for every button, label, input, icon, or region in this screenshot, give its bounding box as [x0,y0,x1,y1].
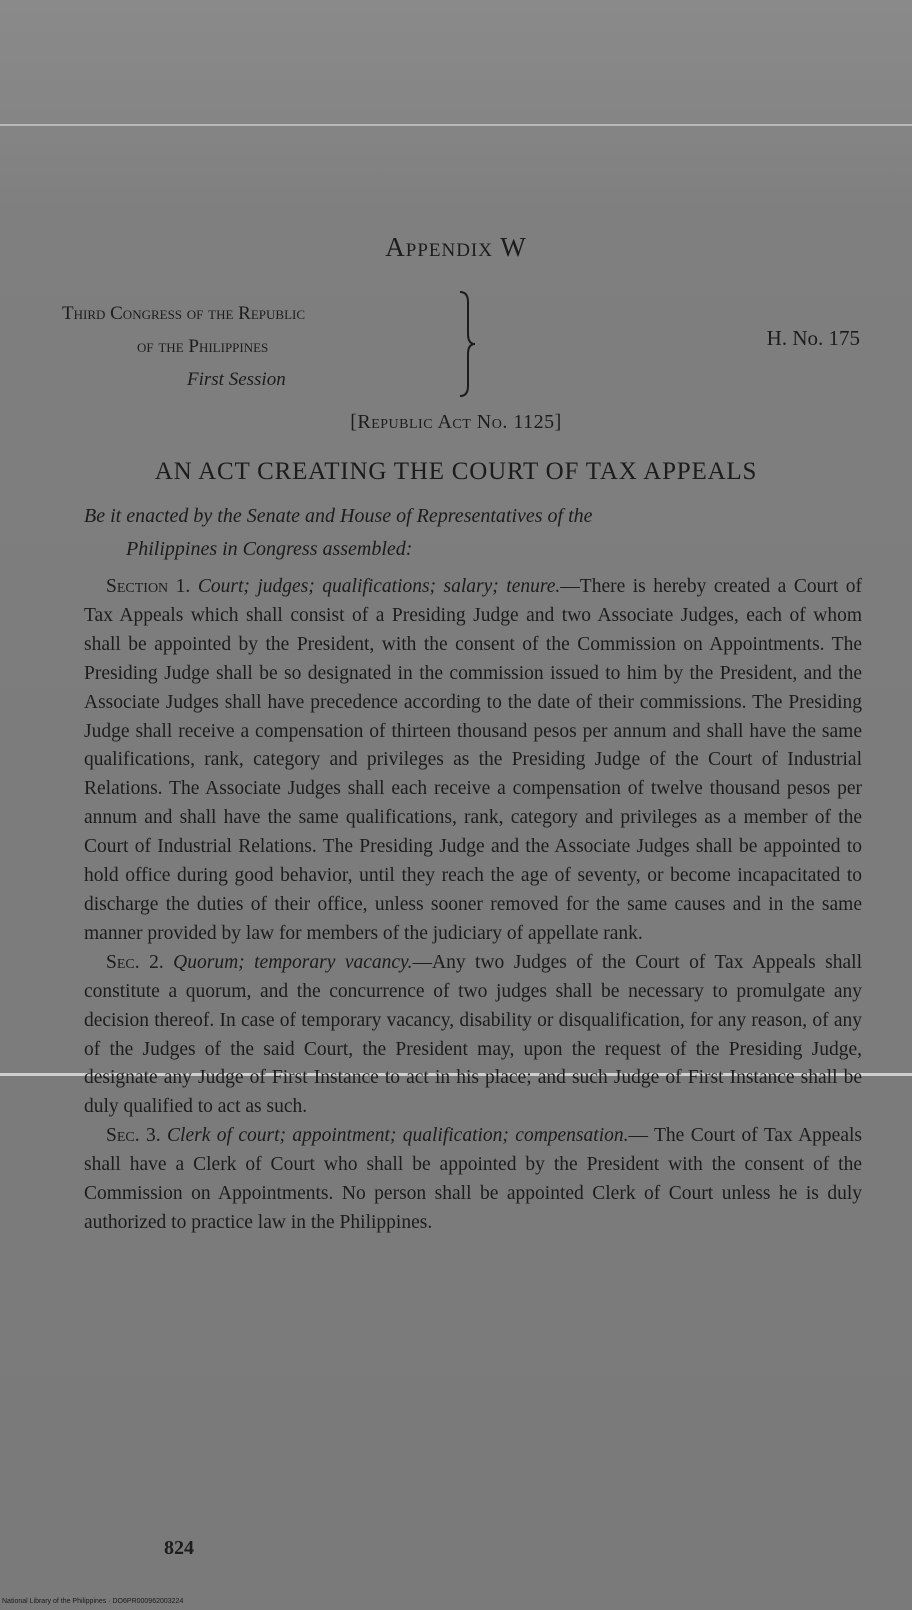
page-number: 824 [164,1537,194,1559]
section-number: Sec. 2. [106,951,164,973]
body-text [84,573,862,1238]
appendix-heading: Appendix W [385,232,527,262]
section-text: —Any two Judges of the Court of Tax Appeals shall constitute a quorum, and the concurrence of two judges shall be necessary to promulgate any decision thereof. In case of temporary vacancy, disability or disqualification, for any reason, of any of the Judges of the said Court, the President may, upon the request of the Presiding Judge, designate any Judge of First Instance to act in his place; and such Judge of First Instance shall be duly qualified to act as such. [84,951,863,1118]
enacting-clause-line-2: Philippines in Congress assembled: [126,538,413,560]
congress-line-1: Third Congress of the Republic [62,303,306,324]
republic-act-number: [Republic Act No. 1125] [350,411,562,433]
brace-icon [458,290,476,398]
section-3 [84,1122,862,1238]
section-caption: Clerk of court; appointment; qualification; compensation. [167,1125,629,1147]
congress-block [62,297,482,396]
congress-line-3: First Session [187,369,286,390]
section-caption: Quorum; temporary vacancy. [173,951,413,973]
section-number: Sec. 3. [106,1125,161,1147]
section-2 [84,949,862,1122]
section-caption: Court; judges; qualifications; salary; tenure. [197,576,561,597]
section-text: — The Court of Tax Appeals shall have a Clerk of Court who shall be appointed by the President with the consent of the Commission on Appointments. No person shall be appointed Clerk of Court unless he is duly authorized to practice law in the Philippines. [84,1125,862,1233]
page-fold-top [0,124,912,126]
footer-credit: National Library of the Philippines · DO6PR000962003224 [2,1598,184,1605]
enacting-clause-line-1: Be it enacted by the Senate and House of Representatives of the [84,505,593,527]
section-text: —There is hereby created a Court of Tax Appeals which shall consist of a Presiding Judge and two Associate Judges, each of whom shall be appointed by the President, with the consent of the Commission on Appointments. The Presiding Judge shall be so designated in the commission issued to him by the President, and the Associate Judges shall have precedence according to the date of their commissions. The Presiding Judge shall receive a compensation of thirteen thousand pesos per annum and shall have the same qualifications, rank, category and privileges as the Presiding Judge of the Court of Industrial Relations. The Associate Judges shall each receive a compensation of twelve thousand pesos per annum and shall have the same qualifications, rank, category and privileges as a member of the Court of Industrial Relations. The Presiding Judge and the Associate Judges shall be appointed to hold office during good behavior, until they reach the age of seventy, or become incapacitated to discharge the duties of their office, unless sooner removed for the same causes and in the same manner provided by law for members of the judiciary of appellate rank. [84,576,863,944]
section-1 [84,573,862,949]
act-title: AN ACT CREATING THE COURT OF TAX APPEALS [154,458,758,485]
enacting-clause [84,500,864,566]
section-number: Section 1. [106,576,191,597]
congress-line-2: of the Philippines [137,336,269,357]
bill-number: H. No. 175 [766,326,860,350]
